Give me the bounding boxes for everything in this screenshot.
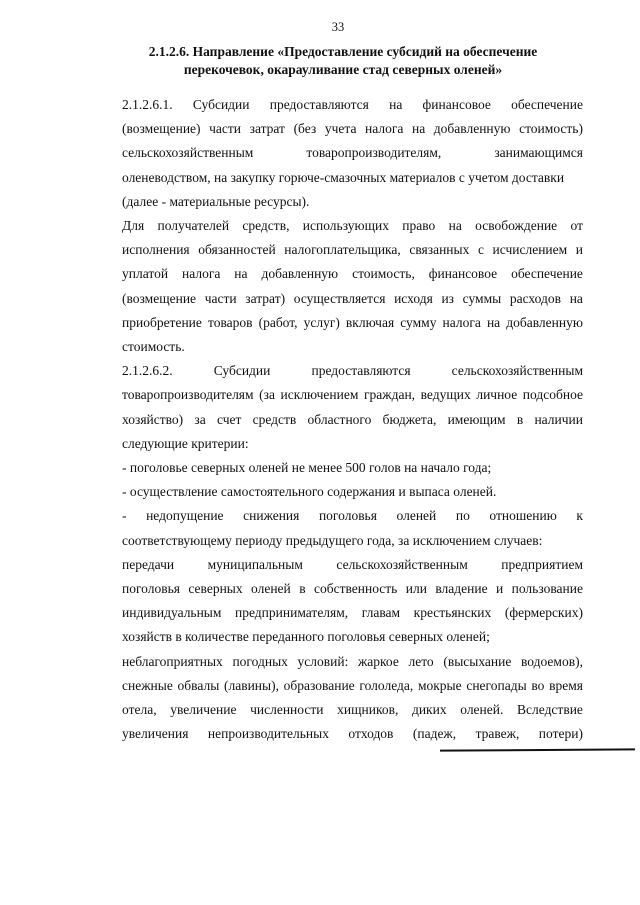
word: (высыхание bbox=[443, 653, 512, 669]
word: предпринимателям, bbox=[235, 605, 349, 621]
text-line: оленеводством, на закупку горюче-смазочных материалов с учетом доставки bbox=[122, 169, 565, 185]
word: жаркое bbox=[357, 653, 399, 669]
word: товаропроизводителям, bbox=[306, 145, 442, 161]
section-heading bbox=[115, 43, 571, 79]
text-line bbox=[122, 359, 583, 383]
word: добавленную bbox=[506, 314, 583, 330]
word: - bbox=[122, 508, 127, 524]
word: неблагоприятных bbox=[122, 653, 223, 669]
word: ведущих bbox=[420, 387, 471, 403]
word: на bbox=[234, 266, 248, 282]
word: или bbox=[405, 581, 427, 597]
word: оленей bbox=[396, 508, 437, 524]
word: к bbox=[576, 508, 583, 524]
word: Субсидии bbox=[192, 97, 250, 112]
word: предоставляются bbox=[311, 363, 411, 379]
word: услуг) bbox=[303, 314, 340, 330]
page-number: 33 bbox=[331, 20, 345, 34]
word: хищников, bbox=[337, 702, 399, 718]
word: снегопады bbox=[466, 677, 527, 693]
word: травеж, bbox=[475, 726, 520, 742]
word: из bbox=[441, 290, 455, 306]
word: по bbox=[455, 508, 470, 524]
word: обязанностей bbox=[198, 242, 276, 258]
word: на bbox=[569, 290, 583, 306]
word: снижения bbox=[243, 508, 300, 524]
word: суммы bbox=[462, 290, 502, 306]
word: обеспечение bbox=[511, 97, 583, 112]
text-line bbox=[122, 262, 583, 286]
word: уплатой bbox=[122, 266, 169, 282]
word: налога bbox=[182, 266, 221, 282]
word: получателей bbox=[157, 218, 230, 234]
text-line: следующие критерии: bbox=[122, 435, 249, 451]
word: право bbox=[402, 218, 436, 234]
word: недопущение bbox=[146, 508, 224, 524]
text-line bbox=[122, 93, 583, 117]
word: владение bbox=[435, 581, 488, 597]
text-line bbox=[122, 311, 583, 335]
word: (падеж, bbox=[412, 726, 457, 742]
word: северных bbox=[188, 581, 243, 597]
word: связанных bbox=[409, 242, 470, 258]
word: на bbox=[486, 314, 501, 330]
word: мокрые bbox=[417, 677, 462, 693]
word: главам bbox=[361, 605, 401, 621]
word: и bbox=[575, 242, 583, 258]
word: 2.1.2.6.2. bbox=[122, 363, 173, 379]
word: отела, bbox=[122, 702, 157, 718]
word: наличии bbox=[534, 411, 583, 427]
word: увеличения bbox=[122, 726, 189, 742]
word: товаропроизводителям bbox=[122, 387, 254, 403]
text-line bbox=[122, 650, 583, 674]
word: условий: bbox=[297, 653, 349, 669]
text-line bbox=[122, 141, 583, 165]
word: в bbox=[299, 581, 306, 597]
word: водоемов), bbox=[520, 653, 583, 669]
word: (работ, bbox=[258, 314, 298, 330]
text-line bbox=[122, 287, 583, 311]
word: освобождение bbox=[475, 218, 558, 234]
word: занимающимся bbox=[494, 145, 583, 161]
word: время bbox=[549, 677, 583, 693]
word: стоимость) bbox=[519, 121, 583, 137]
word: финансовое bbox=[428, 266, 498, 282]
word: увеличение bbox=[170, 702, 237, 718]
word: сельскохозяйственным bbox=[336, 556, 468, 572]
text-line: (далее - материальные ресурсы). bbox=[122, 193, 310, 209]
word: 2.1.2.6.1. bbox=[122, 97, 173, 112]
word: сельскохозяйственным bbox=[451, 363, 583, 379]
word: использующих bbox=[302, 218, 389, 234]
word: (без bbox=[293, 121, 317, 137]
word: включая bbox=[345, 314, 395, 330]
text-line: стоимость. bbox=[122, 339, 185, 355]
word: во bbox=[531, 677, 545, 693]
text-line bbox=[122, 577, 583, 601]
word: передачи bbox=[122, 556, 175, 572]
text-line bbox=[122, 553, 583, 577]
body-text bbox=[122, 93, 583, 746]
word: осуществляется bbox=[293, 290, 386, 306]
word: оленей bbox=[251, 581, 291, 597]
word: собственность bbox=[313, 581, 398, 597]
text-line: - осуществление самостоятельного содержания и выпаса оленей. bbox=[122, 484, 497, 500]
word: потери) bbox=[538, 726, 583, 742]
word: части bbox=[209, 121, 242, 137]
section-heading-line-1: 2.1.2.6. Направление «Предоставление субсидий на обеспечение bbox=[148, 44, 538, 59]
word: поголовья bbox=[122, 581, 180, 597]
word: подсобное bbox=[522, 387, 583, 403]
word: на bbox=[448, 218, 462, 234]
word: сельскохозяйственным bbox=[122, 145, 254, 161]
word: индивидуальным bbox=[122, 605, 222, 621]
word: (возмещение) bbox=[122, 121, 201, 137]
word: исключением bbox=[280, 387, 359, 403]
word: имеющим bbox=[447, 411, 506, 427]
word: (фермерских) bbox=[504, 605, 583, 621]
word: лето bbox=[408, 653, 434, 669]
word: товаров bbox=[207, 314, 253, 330]
word: областного bbox=[307, 411, 372, 427]
text-line bbox=[122, 214, 583, 238]
word: счет bbox=[216, 411, 242, 427]
word: затрат) bbox=[245, 290, 286, 306]
text-line bbox=[122, 504, 583, 528]
word: снежные bbox=[122, 677, 173, 693]
word: предоставляются bbox=[269, 97, 369, 112]
word: погодных bbox=[232, 653, 288, 669]
word: сумму bbox=[400, 314, 437, 330]
word: непроизводительных bbox=[207, 726, 329, 742]
word: бюджета, bbox=[382, 411, 437, 427]
word: стоимость, bbox=[352, 266, 415, 282]
word: образование bbox=[283, 677, 355, 693]
word: исполнения bbox=[122, 242, 190, 258]
text-line: - поголовье северных оленей не менее 500 голов на начало года; bbox=[122, 460, 492, 476]
word: на bbox=[411, 121, 426, 137]
word: от bbox=[570, 218, 583, 234]
word: (лавины), bbox=[223, 677, 279, 693]
horizontal-rule bbox=[440, 748, 635, 751]
word: налогоплательщика, bbox=[284, 242, 401, 258]
word: добавленную bbox=[433, 121, 511, 137]
word: отношению bbox=[489, 508, 557, 524]
word: расходов bbox=[509, 290, 562, 306]
word: Для bbox=[122, 218, 145, 234]
word: личное bbox=[476, 387, 518, 403]
word: предприятием bbox=[501, 556, 583, 572]
text-line bbox=[122, 238, 583, 262]
word: учета bbox=[324, 121, 357, 137]
word: оленей. bbox=[460, 702, 504, 718]
word: исходя bbox=[394, 290, 433, 306]
word: обвалы bbox=[177, 677, 220, 693]
word: приобретение bbox=[122, 314, 202, 330]
word: поголовья bbox=[318, 508, 377, 524]
text-line: хозяйств в количестве переданного поголовья северных оленей; bbox=[122, 629, 490, 645]
word: исчислением bbox=[492, 242, 568, 258]
word: гололеда, bbox=[359, 677, 414, 693]
word: средств bbox=[252, 411, 297, 427]
word: пользование bbox=[511, 581, 583, 597]
word: в bbox=[516, 411, 524, 427]
word: добавленную bbox=[261, 266, 339, 282]
text-line bbox=[122, 698, 583, 722]
word: (возмещение bbox=[122, 290, 197, 306]
word: граждан, bbox=[363, 387, 416, 403]
word: за bbox=[194, 411, 206, 427]
word: обеспечение bbox=[511, 266, 583, 282]
word: части bbox=[204, 290, 237, 306]
word: Вследствие bbox=[517, 702, 583, 718]
word: налога bbox=[442, 314, 481, 330]
text-line bbox=[122, 674, 583, 698]
text-line bbox=[122, 383, 583, 407]
word: численности bbox=[250, 702, 324, 718]
section-heading-line-2: перекочевок, окарауливание стад северных оленей» bbox=[183, 62, 503, 77]
word: с bbox=[477, 242, 484, 258]
word: крестьянских bbox=[413, 605, 492, 621]
word: затрат bbox=[249, 121, 285, 137]
text-line bbox=[122, 408, 583, 432]
text-line bbox=[122, 117, 583, 141]
word: средств, bbox=[242, 218, 290, 234]
word: отходов bbox=[348, 726, 394, 742]
word: диких bbox=[411, 702, 447, 718]
word: муниципальным bbox=[207, 556, 303, 572]
word: налога bbox=[365, 121, 404, 137]
word: Субсидии bbox=[213, 363, 271, 379]
word: финансовое bbox=[422, 97, 491, 112]
word: хозяйство) bbox=[122, 411, 184, 427]
word: и bbox=[495, 581, 504, 597]
text-line bbox=[122, 601, 583, 625]
word: на bbox=[389, 97, 403, 112]
text-line: соответствующему периоду предыдущего года, за исключением случаев: bbox=[122, 532, 543, 548]
text-line bbox=[122, 722, 583, 746]
word: (за bbox=[259, 387, 275, 403]
